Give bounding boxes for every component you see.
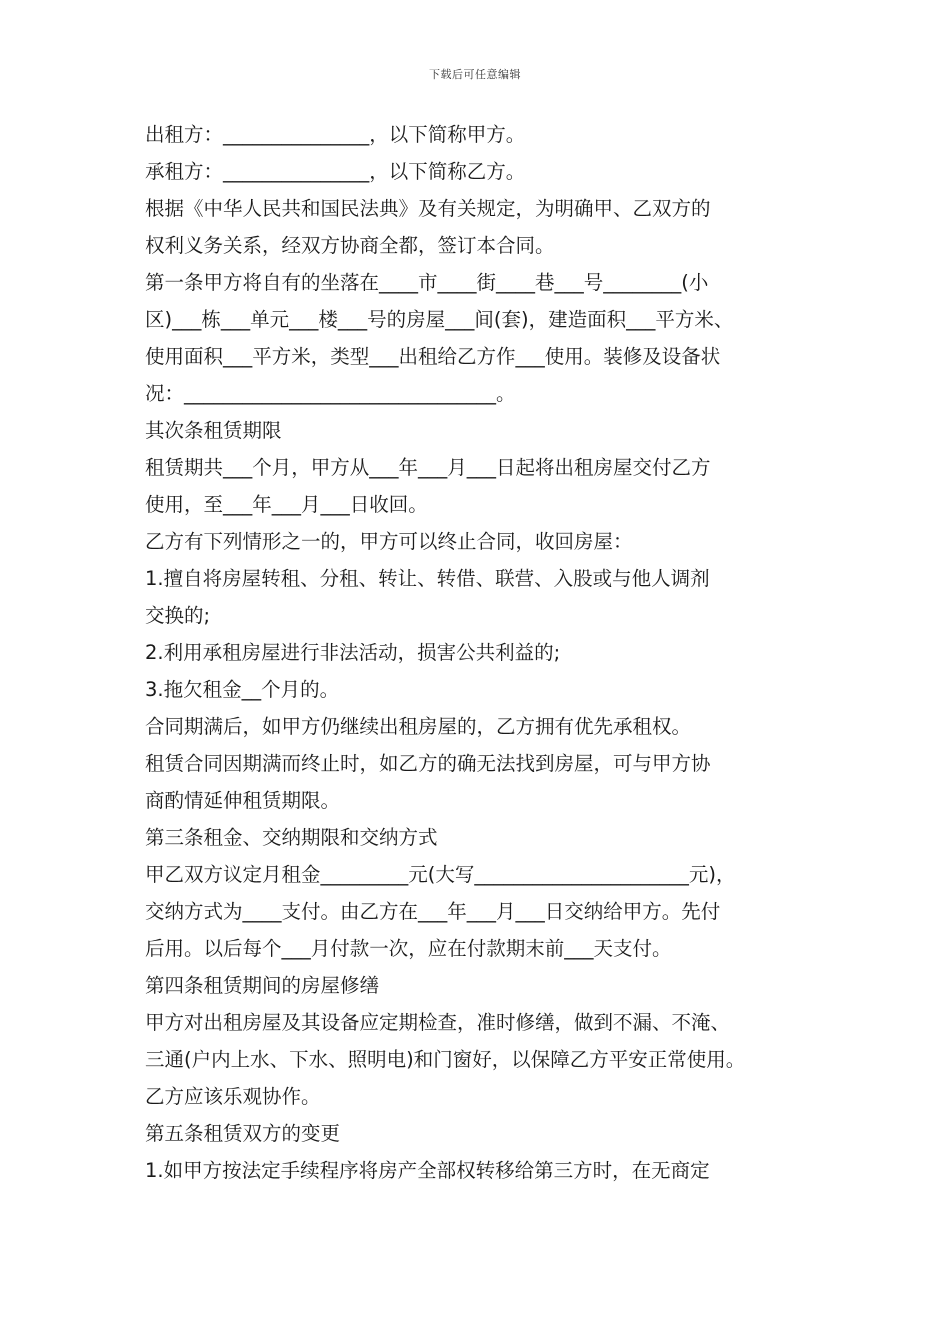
contract-text-line: 第三条租金、交纳期限和交纳方式 xyxy=(145,826,438,849)
contract-text-line: 租赁合同因期满而终止时，如乙方的确无法找到房屋，可与甲方协 xyxy=(145,752,711,775)
contract-text-line: 合同期满后，如甲方仍继续出租房屋的，乙方拥有优先承租权。 xyxy=(145,715,692,738)
contract-text-line: 甲乙双方议定月租金_________元(大写______________________元)， xyxy=(145,863,736,886)
contract-text-line: 3.拖欠租金__个月的。 xyxy=(145,678,340,701)
contract-body xyxy=(145,116,820,1189)
contract-text-line: 出租方：_______________，以下简称甲方。 xyxy=(145,123,526,146)
contract-text-line: 2.利用承租房屋进行非法活动，损害公共利益的; xyxy=(145,641,561,664)
contract-text-line: 根据《中华人民共和国民法典》及有关规定，为明确甲、乙双方的 xyxy=(145,197,711,220)
contract-text-line: 商酌情延伸租赁期限。 xyxy=(145,789,341,812)
contract-text-line: 1.擅自将房屋转租、分租、转让、转借、联营、入股或与他人调剂 xyxy=(145,567,710,590)
contract-text-line: 使用面积___平方米，类型___出租给乙方作___使用。装修及设备状 xyxy=(145,345,721,368)
contract-text-line: 乙方有下列情形之一的，甲方可以终止合同，收回房屋： xyxy=(145,530,633,553)
contract-text-line: 承租方：_______________，以下简称乙方。 xyxy=(145,160,526,183)
contract-text-line: 权利义务关系，经双方协商全都，签订本合同。 xyxy=(145,234,555,257)
contract-text-line: 三通(户内上水、下水、照明电)和门窗好，以保障乙方平安正常使用。 xyxy=(145,1048,746,1071)
contract-text-line: 区)___栋___单元___楼___号的房屋___间(套)，建造面积___平方米、 xyxy=(145,308,734,331)
contract-text-line: 租赁期共___个月，甲方从___年___月___日起将出租房屋交付乙方 xyxy=(145,456,711,479)
contract-text-line: 1.如甲方按法定手续程序将房产全部权转移给第三方时，在无商定 xyxy=(145,1159,710,1182)
contract-text-line: 交纳方式为____支付。由乙方在___年___月___日交纳给甲方。先付 xyxy=(145,900,721,923)
contract-text-line: 乙方应该乐观协作。 xyxy=(145,1085,321,1108)
page-header-note: 下载后可任意编辑 xyxy=(429,68,521,81)
contract-text-line: 使用，至___年___月___日收回。 xyxy=(145,493,428,516)
contract-text-line: 其次条租赁期限 xyxy=(145,419,282,442)
contract-text-line: 交换的; xyxy=(145,604,211,627)
contract-text-line: 第四条租赁期间的房屋修缮 xyxy=(145,974,380,997)
contract-text-line: 甲方对出租房屋及其设备应定期检查，准时修缮，做到不漏、不淹、 xyxy=(145,1011,731,1034)
contract-text-line: 第一条甲方将自有的坐落在____市____街____巷___号________(小 xyxy=(145,271,709,294)
contract-text-line: 后用。以后每个___月付款一次，应在付款期末前___天支付。 xyxy=(145,937,672,960)
contract-text-line: 况：________________________________。 xyxy=(145,382,516,405)
contract-text-line: 第五条租赁双方的变更 xyxy=(145,1122,341,1145)
